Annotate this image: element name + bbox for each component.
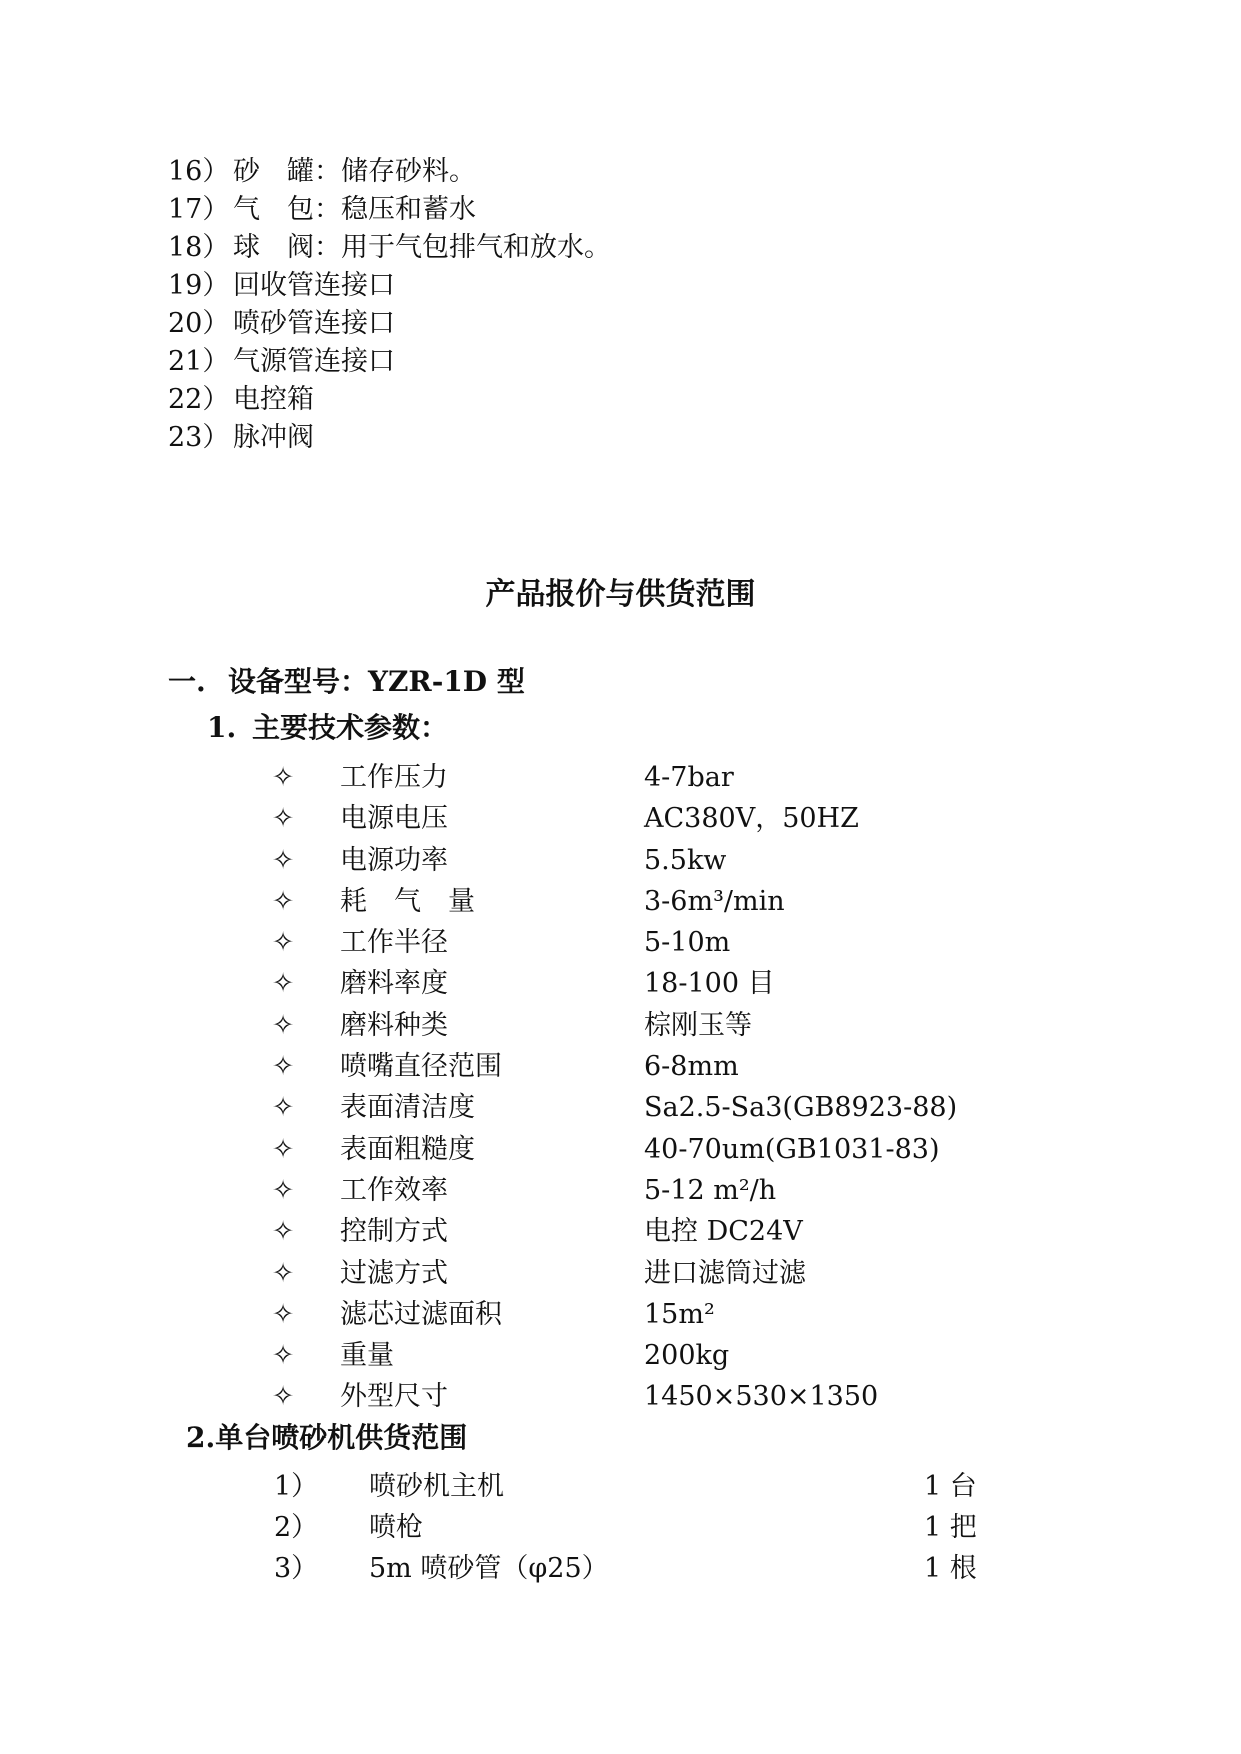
diamond-bullet-icon: ✧ (271, 844, 295, 876)
diamond-bullet-icon: ✧ (271, 1092, 295, 1124)
param-value: 棕刚玉等 (644, 1009, 752, 1041)
diamond-bullet-icon: ✧ (271, 1298, 295, 1330)
diamond-bullet-icon: ✧ (271, 1051, 295, 1083)
param-value: AC380V，50HZ (644, 803, 859, 835)
param-row (268, 1294, 1068, 1335)
diamond-bullet-icon: ✧ (271, 885, 295, 917)
item-text: 脉冲阀 (233, 422, 314, 453)
item-number: 16） (168, 156, 230, 187)
parts-list (168, 153, 968, 457)
item-number: 19） (168, 270, 230, 301)
param-row (268, 798, 1068, 839)
supply-item-qty: 1 根 (924, 1553, 977, 1584)
param-name: 工作压力 (340, 762, 448, 793)
list-item (168, 153, 968, 191)
param-row (268, 1129, 1068, 1170)
section-number: 一. (168, 665, 206, 698)
diamond-bullet-icon: ✧ (271, 1174, 295, 1206)
param-name: 滤芯过滤面积 (340, 1298, 502, 1330)
param-row (268, 1046, 1068, 1087)
param-row (268, 1376, 1068, 1417)
supply-item (274, 1548, 994, 1589)
supply-item-number: 1） (274, 1471, 319, 1502)
param-row (268, 840, 1068, 881)
item-text: 回收管连接口 (233, 270, 395, 301)
item-number: 22） (168, 384, 230, 415)
param-name: 磨料种类 (340, 1009, 448, 1041)
param-value: 200kg (644, 1340, 730, 1372)
diamond-bullet-icon: ✧ (271, 1133, 295, 1165)
param-row (268, 1335, 1068, 1376)
supply-item-name: 喷砂机主机 (369, 1471, 504, 1502)
supply-item-qty: 1 台 (924, 1471, 977, 1502)
param-row (268, 1005, 1068, 1046)
list-item (168, 419, 968, 457)
param-value: 1450×530×1350 (644, 1381, 879, 1413)
param-row (268, 1211, 1068, 1252)
item-number: 21） (168, 346, 230, 377)
list-item (168, 191, 968, 229)
item-text: 砂 罐：储存砂料。 (233, 156, 476, 187)
param-value: 40-70um(GB1031-83) (644, 1133, 940, 1165)
diamond-bullet-icon: ✧ (271, 1340, 295, 1372)
param-value: 5-12 m²/h (644, 1174, 777, 1206)
supply-item (274, 1466, 994, 1507)
item-text: 电控箱 (233, 384, 314, 415)
supply-scope-list (274, 1466, 994, 1589)
item-text: 气 包：稳压和蓄水 (233, 194, 476, 225)
supply-item-name: 喷枪 (369, 1512, 423, 1543)
supply-item-number: 2） (274, 1512, 319, 1543)
list-item (168, 229, 968, 267)
param-name: 磨料率度 (340, 968, 448, 1000)
diamond-bullet-icon: ✧ (271, 762, 295, 793)
subsection-number: 1. (207, 711, 237, 744)
item-text: 气源管连接口 (233, 346, 395, 377)
item-number: 23） (168, 422, 230, 453)
param-row (268, 881, 1068, 922)
param-name: 耗 气 量 (340, 885, 475, 917)
diamond-bullet-icon: ✧ (271, 1257, 295, 1289)
diamond-bullet-icon: ✧ (271, 1216, 295, 1248)
param-name: 表面清洁度 (340, 1092, 475, 1124)
param-row (268, 1253, 1068, 1294)
param-value: 3-6m³/min (644, 885, 785, 917)
param-name: 控制方式 (340, 1216, 448, 1248)
item-number: 20） (168, 308, 230, 339)
param-value: 进口滤筒过滤 (644, 1257, 806, 1289)
list-item (168, 343, 968, 381)
param-value: 15m² (644, 1298, 715, 1330)
page-title: 产品报价与供货范围 (485, 577, 756, 612)
subsection-text: 主要技术参数： (252, 711, 449, 744)
param-value: 18-100 目 (644, 968, 775, 1000)
supply-item-qty: 1 把 (924, 1512, 977, 1543)
tech-params-list (268, 757, 1068, 1418)
item-text: 喷砂管连接口 (233, 308, 395, 339)
list-item (168, 267, 968, 305)
supply-scope-heading: 2.单台喷砂机供货范围 (186, 1421, 468, 1454)
section-heading (168, 662, 525, 702)
param-row (268, 963, 1068, 1004)
param-name: 电源功率 (340, 844, 448, 876)
param-name: 过滤方式 (340, 1257, 448, 1289)
param-name: 重量 (340, 1340, 394, 1372)
param-name: 外型尺寸 (340, 1381, 448, 1413)
param-value: 5-10m (644, 927, 731, 959)
diamond-bullet-icon: ✧ (271, 803, 295, 835)
list-item (168, 381, 968, 419)
diamond-bullet-icon: ✧ (271, 968, 295, 1000)
supply-item (274, 1507, 994, 1548)
item-text: 球 阀：用于气包排气和放水。 (233, 232, 611, 263)
subsection-heading (207, 708, 448, 748)
supply-item-number: 3） (274, 1553, 319, 1584)
diamond-bullet-icon: ✧ (271, 927, 295, 959)
item-number: 18） (168, 232, 230, 263)
param-value: 4-7bar (644, 762, 734, 793)
param-row (268, 757, 1068, 798)
param-value: 电控 DC24V (644, 1216, 803, 1248)
item-number: 17） (168, 194, 230, 225)
param-row (268, 1170, 1068, 1211)
param-row (268, 922, 1068, 963)
param-row (268, 1087, 1068, 1128)
param-name: 工作效率 (340, 1174, 448, 1206)
list-item (168, 305, 968, 343)
param-value: 6-8mm (644, 1051, 739, 1083)
param-name: 工作半径 (340, 927, 448, 959)
param-name: 电源电压 (340, 803, 448, 835)
section-text: 设备型号：YZR-1D 型 (228, 665, 525, 698)
supply-item-name: 5m 喷砂管（φ25） (369, 1553, 609, 1584)
param-value: Sa2.5-Sa3(GB8923-88) (644, 1092, 958, 1124)
param-name: 表面粗糙度 (340, 1133, 475, 1165)
param-value: 5.5kw (644, 844, 727, 876)
diamond-bullet-icon: ✧ (271, 1009, 295, 1041)
diamond-bullet-icon: ✧ (271, 1381, 295, 1413)
param-name: 喷嘴直径范围 (340, 1051, 502, 1083)
